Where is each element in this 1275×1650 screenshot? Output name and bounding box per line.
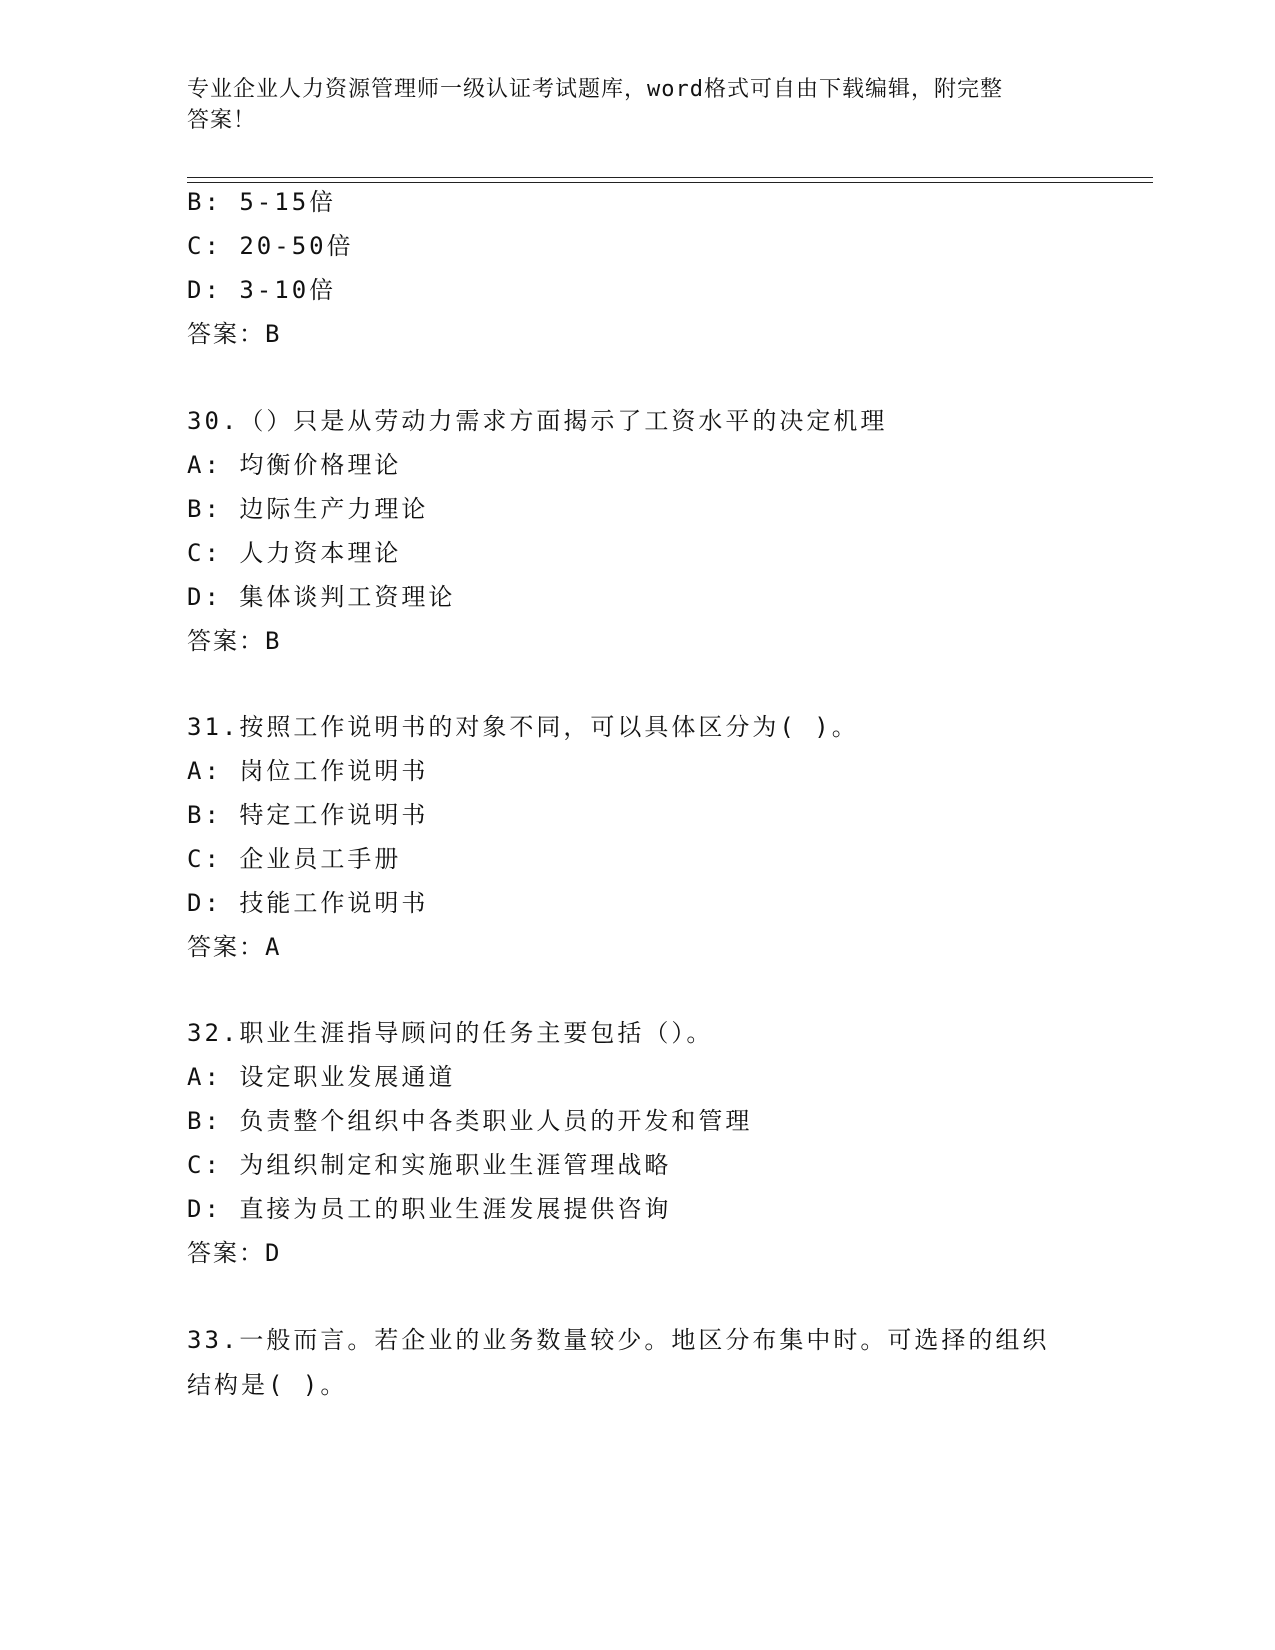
- option-d: D: 技能工作说明书: [187, 889, 429, 917]
- document-header: [187, 74, 1067, 136]
- answer-value: D: [265, 1239, 281, 1267]
- answer-line: [187, 1238, 280, 1268]
- answer-value: B: [265, 320, 281, 348]
- option-b: B: 特定工作说明书: [187, 801, 429, 829]
- option-d: D: 集体谈判工资理论: [187, 583, 456, 611]
- option-a: A: 均衡价格理论: [187, 451, 402, 479]
- header-line-2: 答案！: [187, 108, 257, 133]
- option-b: B: 边际生产力理论: [187, 495, 429, 523]
- answer-label: 答案：: [187, 933, 265, 961]
- answer-label: 答案：: [187, 627, 265, 655]
- answer-label: 答案：: [187, 1239, 265, 1267]
- question-stem: 33.一般而言。若企业的业务数量较少。地区分布集中时。可选择的组织结构是( )。: [187, 1326, 1050, 1399]
- option-d: D: 3-10倍: [187, 276, 337, 304]
- answer-line: [187, 626, 280, 656]
- option-c: C: 20-50倍: [187, 232, 354, 260]
- option-d: D: 直接为员工的职业生涯发展提供咨询: [187, 1195, 672, 1223]
- header-line-1: 专业企业人力资源管理师一级认证考试题库，word格式可自由下载编辑，附完整: [187, 77, 1003, 102]
- option-b: B: 负责整个组织中各类职业人员的开发和管理: [187, 1107, 753, 1135]
- question-stem: 31.按照工作说明书的对象不同，可以具体区分为( )。: [187, 713, 859, 741]
- option-c: C: 人力资本理论: [187, 539, 402, 567]
- answer-line: [187, 932, 280, 962]
- option-c: C: 为组织制定和实施职业生涯管理战略: [187, 1151, 672, 1179]
- answer-value: B: [265, 627, 281, 655]
- option-a: A: 岗位工作说明书: [187, 757, 429, 785]
- option-a: A: 设定职业发展通道: [187, 1063, 456, 1091]
- answer-line: [187, 319, 280, 349]
- option-c: C: 企业员工手册: [187, 845, 402, 873]
- answer-label: 答案：: [187, 320, 265, 348]
- header-rule-top: [187, 177, 1153, 178]
- answer-value: A: [265, 933, 281, 961]
- header-rule-bottom: [187, 182, 1153, 183]
- question-stem: 30.（）只是从劳动力需求方面揭示了工资水平的决定机理: [187, 407, 888, 435]
- option-b: B: 5-15倍: [187, 188, 337, 216]
- question-stem: 32.职业生涯指导顾问的任务主要包括（）。: [187, 1019, 714, 1047]
